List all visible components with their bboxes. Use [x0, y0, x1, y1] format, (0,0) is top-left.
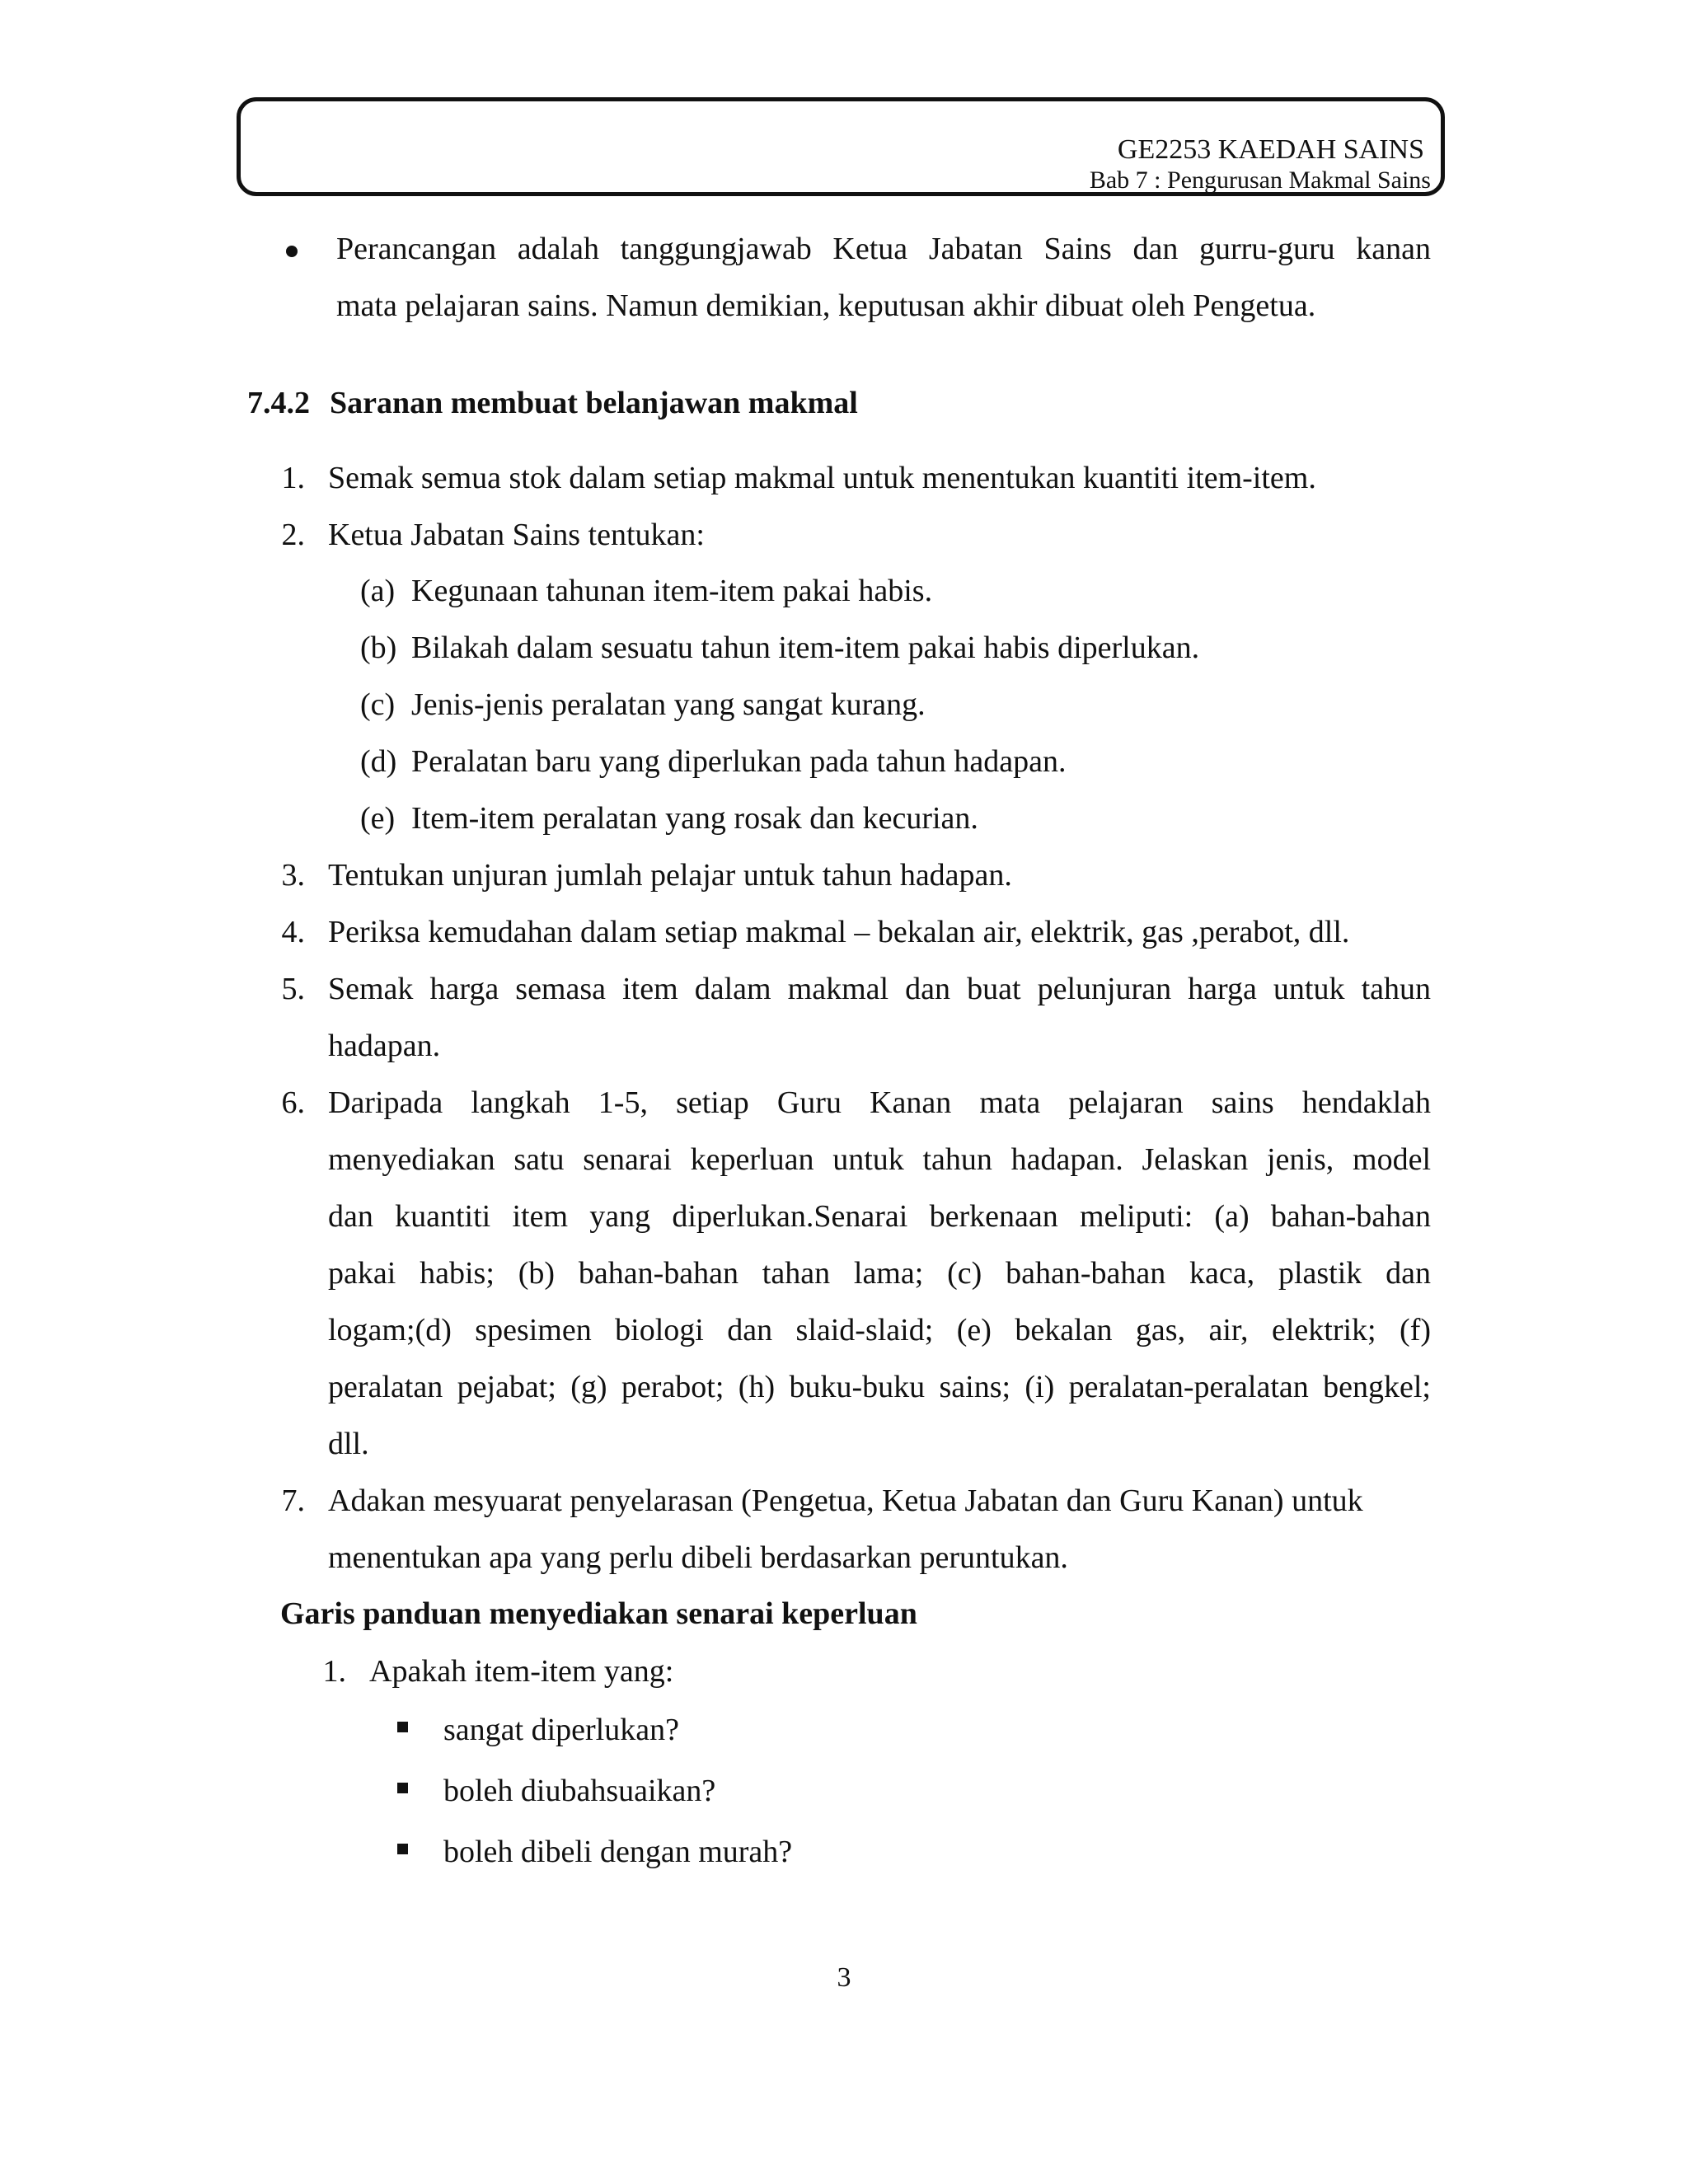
intro-line-2: mata pelajaran sains. Namun demikian, keputusan akhir dibuat oleh Pengetua. — [336, 288, 1316, 323]
step-3-text: Tentukan unjuran jumlah pelajar untuk tahun hadapan. — [328, 858, 1012, 893]
step-6-line-4: pakai habis; (b) bahan-bahan tahan lama; (c) bahan-bahan kaca, plastik dan — [328, 1256, 1431, 1291]
step-1-marker: 1. — [281, 461, 305, 495]
section-title: Saranan membuat belanjawan makmal — [330, 386, 858, 420]
subitem-c-marker: (c) — [360, 687, 396, 722]
subitem-b-text: Bilakah dalam sesuatu tahun item-item pakai habis diperlukan. — [411, 630, 1200, 665]
step-2-marker: 2. — [281, 518, 305, 552]
square-bullet-icon — [397, 1844, 408, 1854]
step-5-marker: 5. — [281, 972, 305, 1006]
step-6-line-7: dll. — [328, 1427, 369, 1461]
subitem-e-text: Item-item peralatan yang rosak dan kecurian. — [411, 801, 978, 836]
step-6-line-6: peralatan pejabat; (g) perabot; (h) buku-buku sains; (i) peralatan-peralatan bengkel; — [328, 1370, 1431, 1404]
subitem-d-marker: (d) — [360, 744, 397, 779]
subitem-d-text: Peralatan baru yang diperlukan pada tahun hadapan. — [411, 744, 1067, 779]
subitem-b-marker: (b) — [360, 630, 397, 665]
guideline-bullet-2: boleh diubahsuaikan? — [443, 1774, 716, 1808]
guideline-bullet-3: boleh dibeli dengan murah? — [443, 1835, 793, 1869]
header-course: GE2253 KAEDAH SAINS — [1117, 134, 1424, 165]
subitem-a-text: Kegunaan tahunan item-item pakai habis. — [411, 574, 933, 608]
step-7-line-2: menentukan apa yang perlu dibeli berdasarkan peruntukan. — [328, 1540, 1068, 1575]
square-bullet-icon — [397, 1722, 408, 1732]
step-6-line-5: logam;(d) spesimen biologi dan slaid-slaid; (e) bekalan gas, air, elektrik; (f) — [328, 1313, 1431, 1347]
step-4-marker: 4. — [281, 915, 305, 949]
intro-line-1: Perancangan adalah tanggungjawab Ketua Jabatan Sains dan gurru-guru kanan — [336, 232, 1431, 266]
guidelines-item-text: Apakah item-item yang: — [369, 1654, 674, 1689]
subitem-c-text: Jenis-jenis peralatan yang sangat kurang. — [411, 687, 926, 722]
step-3-marker: 3. — [281, 858, 305, 893]
subitem-a-marker: (a) — [360, 574, 396, 608]
step-5-line-1: Semak harga semasa item dalam makmal dan buat pelunjuran harga untuk tahun — [328, 972, 1431, 1006]
step-6-line-1: Daripada langkah 1-5, setiap Guru Kanan mata pelajaran sains hendaklah — [328, 1085, 1431, 1120]
step-2-text: Ketua Jabatan Sains tentukan: — [328, 518, 705, 552]
step-6-line-2: menyediakan satu senarai keperluan untuk tahun hadapan. Jelaskan jenis, model — [328, 1142, 1431, 1177]
step-7-line-1: Adakan mesyuarat penyelarasan (Pengetua, Ketua Jabatan dan Guru Kanan) untuk — [328, 1483, 1363, 1518]
square-bullet-icon — [397, 1783, 408, 1793]
step-7-marker: 7. — [281, 1483, 305, 1518]
bullet-dot-icon — [286, 246, 298, 257]
page-header — [237, 97, 1445, 196]
step-5-line-2: hadapan. — [328, 1029, 441, 1063]
step-6-line-3: dan kuantiti item yang diperlukan.Senarai berkenaan meliputi: (a) bahan-bahan — [328, 1199, 1431, 1234]
header-chapter: Bab 7 : Pengurusan Makmal Sains — [1089, 166, 1431, 194]
subitem-e-marker: (e) — [360, 801, 396, 836]
step-1-text: Semak semua stok dalam setiap makmal untuk menentukan kuantiti item-item. — [328, 461, 1316, 495]
guideline-bullet-1: sangat diperlukan? — [443, 1713, 679, 1747]
step-6-marker: 6. — [281, 1085, 305, 1120]
page-number: 3 — [837, 1962, 851, 1993]
guidelines-heading: Garis panduan menyediakan senarai keperluan — [280, 1596, 917, 1631]
section-number: 7.4.2 — [247, 386, 310, 420]
guidelines-item-marker: 1. — [322, 1654, 346, 1689]
step-4-text: Periksa kemudahan dalam setiap makmal – bekalan air, elektrik, gas ,perabot, dll. — [328, 915, 1350, 949]
